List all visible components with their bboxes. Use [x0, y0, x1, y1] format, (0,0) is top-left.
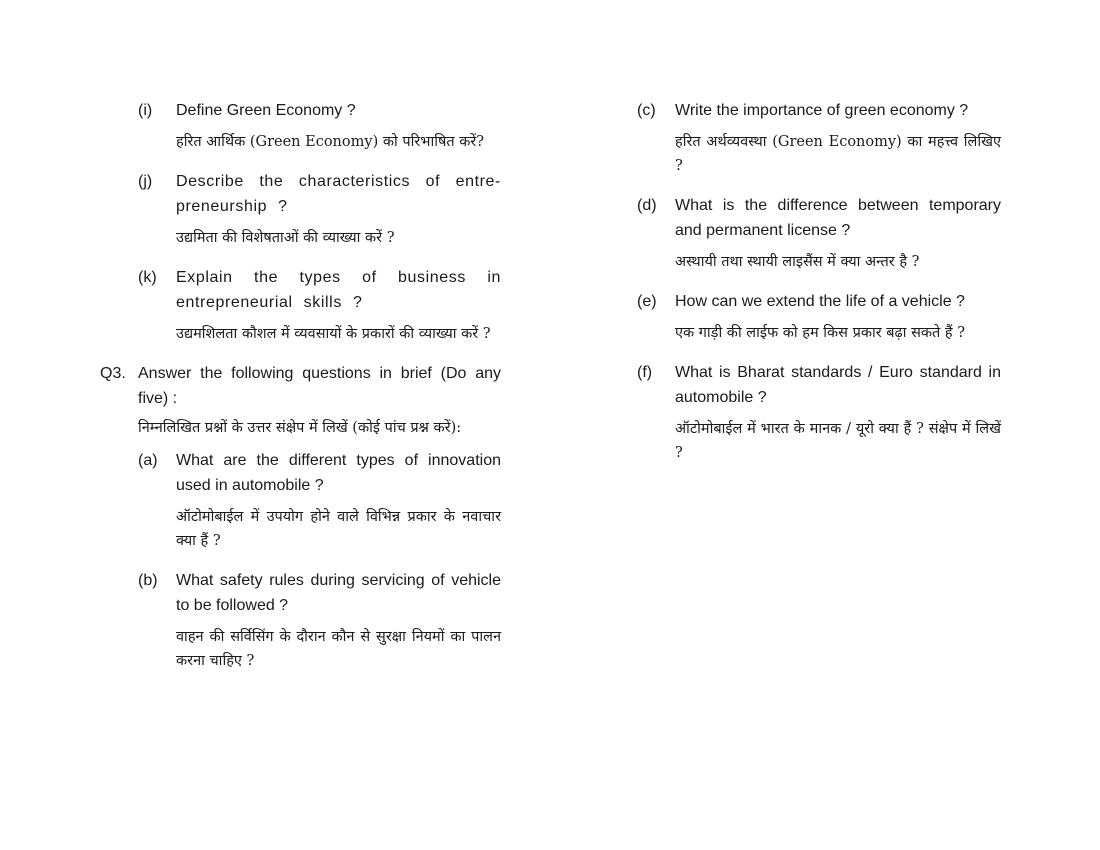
question-body	[675, 193, 1001, 281]
question-i	[138, 98, 501, 161]
question-body	[176, 448, 501, 560]
question-text-hindi: हरित अर्थव्यवस्था (Green Economy) का महत्त्व लिखिए ?	[675, 134, 1001, 174]
question-text-english: Define Green Economy ?	[176, 102, 356, 119]
question-label: (e)	[637, 293, 657, 310]
question-label: Q3.	[100, 365, 126, 382]
question-text-hindi: उद्यमिता की विशेषताओं की व्याख्या करें ?	[176, 230, 395, 246]
question-body	[675, 289, 1001, 352]
question-label: (i)	[138, 102, 153, 119]
question-body	[176, 169, 501, 257]
question-text-english: Describe the characteristics of entre-preneurship ?	[176, 173, 501, 215]
question-text-english: What safety rules during servicing of vehicle to be followed ?	[176, 572, 501, 614]
question-text-hindi: हरित आर्थिक (Green Economy) को परिभाषित करें?	[176, 134, 485, 150]
question-text-english: Answer the following questions in brief (Do any five) :	[138, 365, 501, 407]
question-c	[637, 98, 1001, 185]
question-body	[675, 98, 1001, 185]
question-3	[100, 361, 501, 448]
question-text-hindi: निम्नलिखित प्रश्नों के उत्तर संक्षेप में लिखें (कोई पांच प्रश्न करें):	[138, 420, 462, 436]
question-text-hindi: उद्यमशिलता कौशल में व्यवसायों के प्रकारों की व्याख्या करें ?	[176, 326, 491, 342]
question-text-hindi: वाहन की सर्विसिंग के दौरान कौन से सुरक्षा नियमों का पालन करना चाहिए ?	[176, 629, 501, 669]
question-label: (c)	[637, 102, 656, 119]
question-a	[138, 448, 501, 560]
question-body	[138, 361, 501, 448]
question-d	[637, 193, 1001, 281]
question-text-english: Write the importance of green economy ?	[675, 102, 969, 119]
question-label: (d)	[637, 197, 657, 214]
question-text-english: How can we extend the life of a vehicle ?	[675, 293, 965, 310]
question-body	[176, 568, 501, 680]
question-text-english: What is the difference between temporary and permanent license ?	[675, 197, 1001, 239]
question-body	[675, 360, 1001, 472]
question-text-english: Explain the types of business in entrepreneurial skills ?	[176, 269, 501, 311]
question-label: (b)	[138, 572, 158, 589]
question-text-english: What is Bharat standards / Euro standard in automobile ?	[675, 364, 1001, 406]
question-k	[138, 265, 501, 353]
question-label: (a)	[138, 452, 158, 469]
question-f	[637, 360, 1001, 472]
question-label: (j)	[138, 173, 153, 190]
question-text-english: What are the different types of innovation used in automobile ?	[176, 452, 501, 494]
question-label: (f)	[637, 364, 653, 381]
question-label: (k)	[138, 269, 157, 286]
left-column	[100, 98, 501, 688]
question-body	[176, 265, 501, 353]
question-b	[138, 568, 501, 680]
question-text-hindi: अस्थायी तथा स्थायी लाइसैंस में क्या अन्तर है ?	[675, 254, 920, 270]
question-text-hindi: एक गाड़ी की लाईफ को हम किस प्रकार बढ़ा सकते हैं ?	[675, 325, 965, 341]
question-body	[176, 98, 501, 161]
question-j	[138, 169, 501, 257]
question-text-hindi: ऑटोमोबाईल में उपयोग होने वाले विभिन्न प्रकार के नवाचार क्या हैं ?	[176, 509, 501, 549]
question-text-hindi: ऑटोमोबाईल में भारत के मानक / यूरो क्या हैं ? संक्षेप में लिखें ?	[675, 421, 1001, 461]
question-e	[637, 289, 1001, 352]
right-column	[637, 98, 1001, 480]
